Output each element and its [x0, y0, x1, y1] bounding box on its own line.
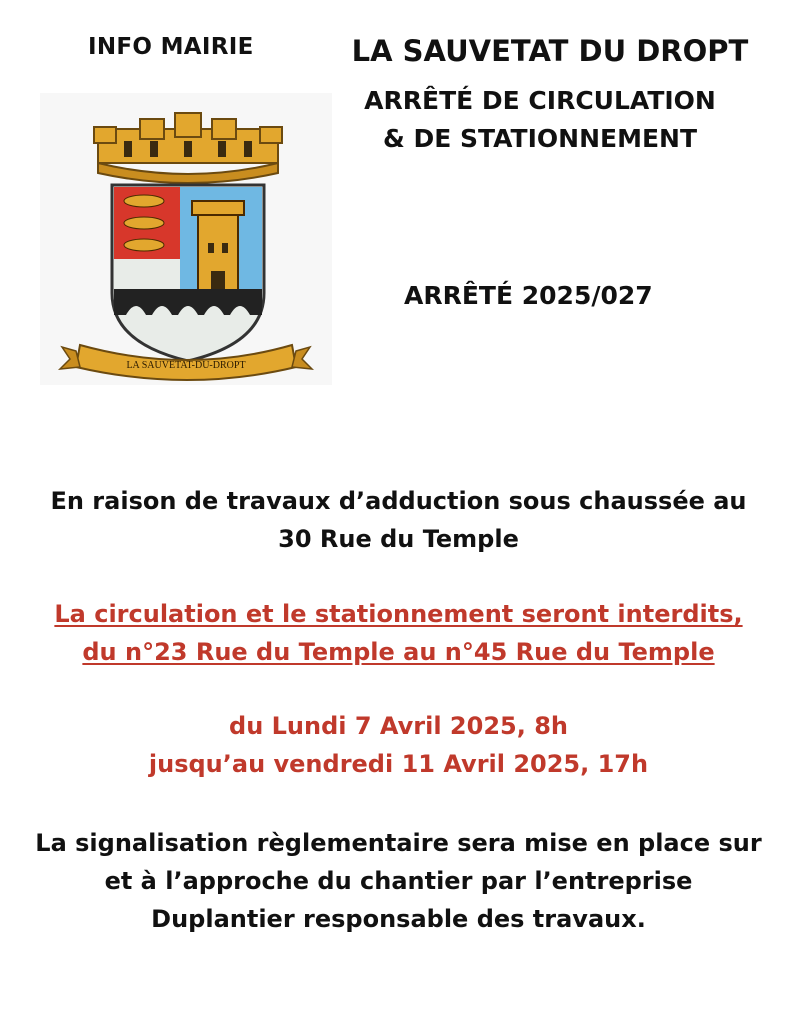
signal-line3: Duplantier responsable des travaux.: [151, 905, 646, 933]
shield-icon: [112, 185, 264, 361]
reason-line2: 30 Rue du Temple: [278, 525, 519, 553]
banner-text: LA SAUVETAT-DU-DROPT: [126, 360, 246, 371]
info-mairie-label: INFO MAIRIE: [88, 34, 254, 60]
dates-paragraph: [40, 707, 757, 783]
date-end: jusqu’au vendredi 11 Avril 2025, 17h: [148, 750, 649, 778]
commune-name: LA SAUVETAT DU DROPT: [351, 34, 749, 68]
coat-of-arms: [40, 93, 332, 385]
interdiction-line1: La circulation et le stationnement seront interdits,: [54, 600, 743, 628]
arrete-title-line2: & DE STATIONNEMENT: [382, 124, 698, 153]
arrete-title-line1: ARRÊTÉ DE CIRCULATION: [364, 86, 716, 115]
reason-line1: En raison de travaux d’adduction sous chaussée au: [50, 487, 747, 515]
date-start: du Lundi 7 Avril 2025, 8h: [229, 712, 568, 740]
interdiction-line2: du n°23 Rue du Temple au n°45 Rue du Temple: [82, 638, 715, 666]
arrete-title: [340, 82, 740, 158]
interdiction-paragraph: [40, 595, 757, 671]
signal-line2: et à l’approche du chantier par l’entreprise: [104, 867, 693, 895]
crown-icon: [94, 113, 282, 183]
arrete-number: ARRÊTÉ 2025/027: [404, 281, 653, 310]
tower-icon: [192, 201, 244, 293]
coat-of-arms-icon: [40, 93, 332, 385]
signal-line1: La signalisation règlementaire sera mise en place sur: [35, 829, 762, 857]
reason-paragraph: [40, 482, 757, 558]
signalisation-paragraph: [20, 824, 777, 938]
